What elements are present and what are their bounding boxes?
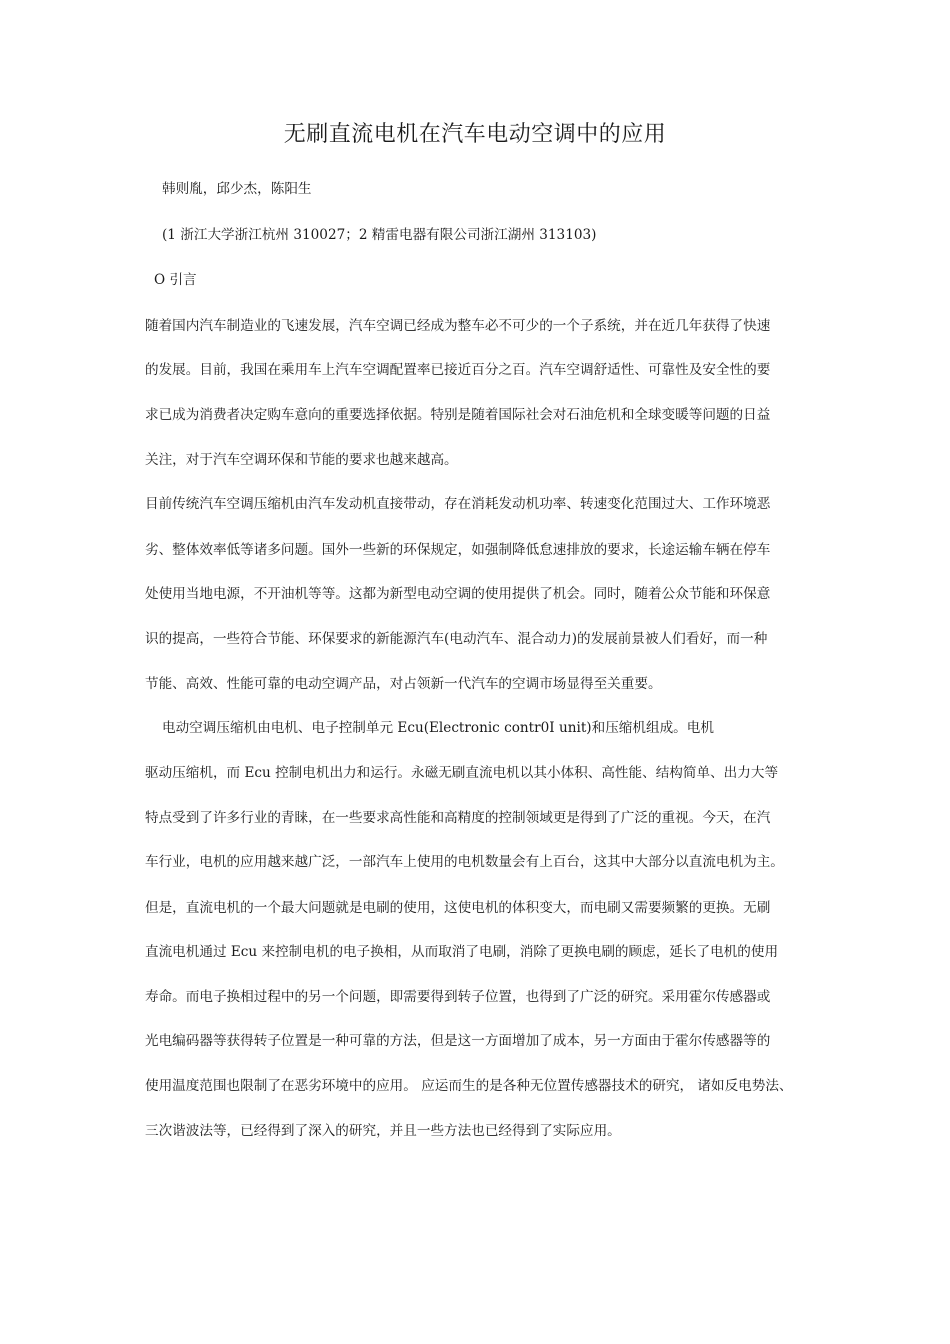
body-line: 特点受到了许多行业的青睐，在一些要求高性能和高精度的控制领域更是得到了广泛的重视。今天，在汽 bbox=[145, 810, 771, 826]
affiliation: (1 浙江大学浙江杭州 310027；2 精雷电器有限公司浙江湖州 313103) bbox=[162, 227, 597, 243]
body-line: 车行业，电机的应用越来越广泛，一部汽车上使用的电机数量会有上百台，这其中大部分以直流电机为主。 bbox=[145, 854, 784, 870]
body-line: 的发展。目前，我国在乘用车上汽车空调配置率已接近百分之百。汽车空调舒适性、可靠性及安全性的要 bbox=[145, 362, 771, 378]
body-line: 光电编码器等获得转子位置是一种可靠的方法，但是这一方面增加了成本，另一方面由于霍尔传感器等的 bbox=[145, 1033, 771, 1049]
body-line: 识的提高，一些符合节能、环保要求的新能源汽车(电动汽车、混合动力)的发展前景被人们看好，而一种 bbox=[145, 631, 768, 647]
body-line: 目前传统汽车空调压缩机由汽车发动机直接带动，存在消耗发动机功率、转速变化范围过大、工作环境恶 bbox=[145, 496, 771, 512]
body-line: 求已成为消费者决定购车意向的重要选择依据。特别是随着国际社会对石油危机和全球变暖等问题的日益 bbox=[145, 407, 771, 423]
document-title: 无刷直流电机在汽车电动空调中的应用 bbox=[283, 122, 667, 147]
body-line: 劣、整体效率低等诸多问题。国外一些新的环保规定，如强制降低怠速排放的要求，长途运输车辆在停车 bbox=[145, 542, 771, 558]
body-line: 驱动压缩机，而 Ecu 控制电机出力和运行。永磁无刷直流电机以其小体积、高性能、结构简单、出力大等 bbox=[145, 765, 779, 781]
body-line: 寿命。而电子换相过程中的另一个问题，即需要得到转子位置，也得到了广泛的研究。采用霍尔传感器或 bbox=[145, 989, 771, 1005]
body-line: 随着国内汽车制造业的飞速发展，汽车空调已经成为整车必不可少的一个子系统，并在近几年获得了快速 bbox=[145, 318, 771, 334]
body-line: 电动空调压缩机由电机、电子控制单元 Ecu(Electronic contr0I unit)和压缩机组成。电机 bbox=[162, 720, 714, 736]
body-line: 直流电机通过 Ecu 来控制电机的电子换相，从而取消了电刷，消除了更换电刷的顾虑，延长了电机的使用 bbox=[145, 944, 779, 960]
body-line: 三次谐波法等，已经得到了深入的研究，并且一些方法也已经得到了实际应用。 bbox=[145, 1123, 621, 1139]
body-line: 处使用当地电源，不开油机等等。这都为新型电动空调的使用提供了机会。同时，随着公众节能和环保意 bbox=[145, 586, 771, 602]
body-line: 但是，直流电机的一个最大问题就是电刷的使用，这使电机的体积变大，而电刷又需要频繁的更换。无刷 bbox=[145, 900, 771, 916]
section-heading-introduction: O 引言 bbox=[154, 272, 197, 288]
body-line: 使用温度范围也限制了在恶劣环境中的应用。 应运而生的是各种无位置传感器技术的研究， 诸如反电势法、 bbox=[145, 1078, 793, 1094]
author-list: 韩则胤，邱少杰，陈阳生 bbox=[162, 181, 312, 197]
body-line: 节能、高效、性能可靠的电动空调产品，对占领新一代汽车的空调市场显得至关重要。 bbox=[145, 676, 662, 692]
body-line: 关注，对于汽车空调环保和节能的要求也越来越高。 bbox=[145, 452, 458, 468]
